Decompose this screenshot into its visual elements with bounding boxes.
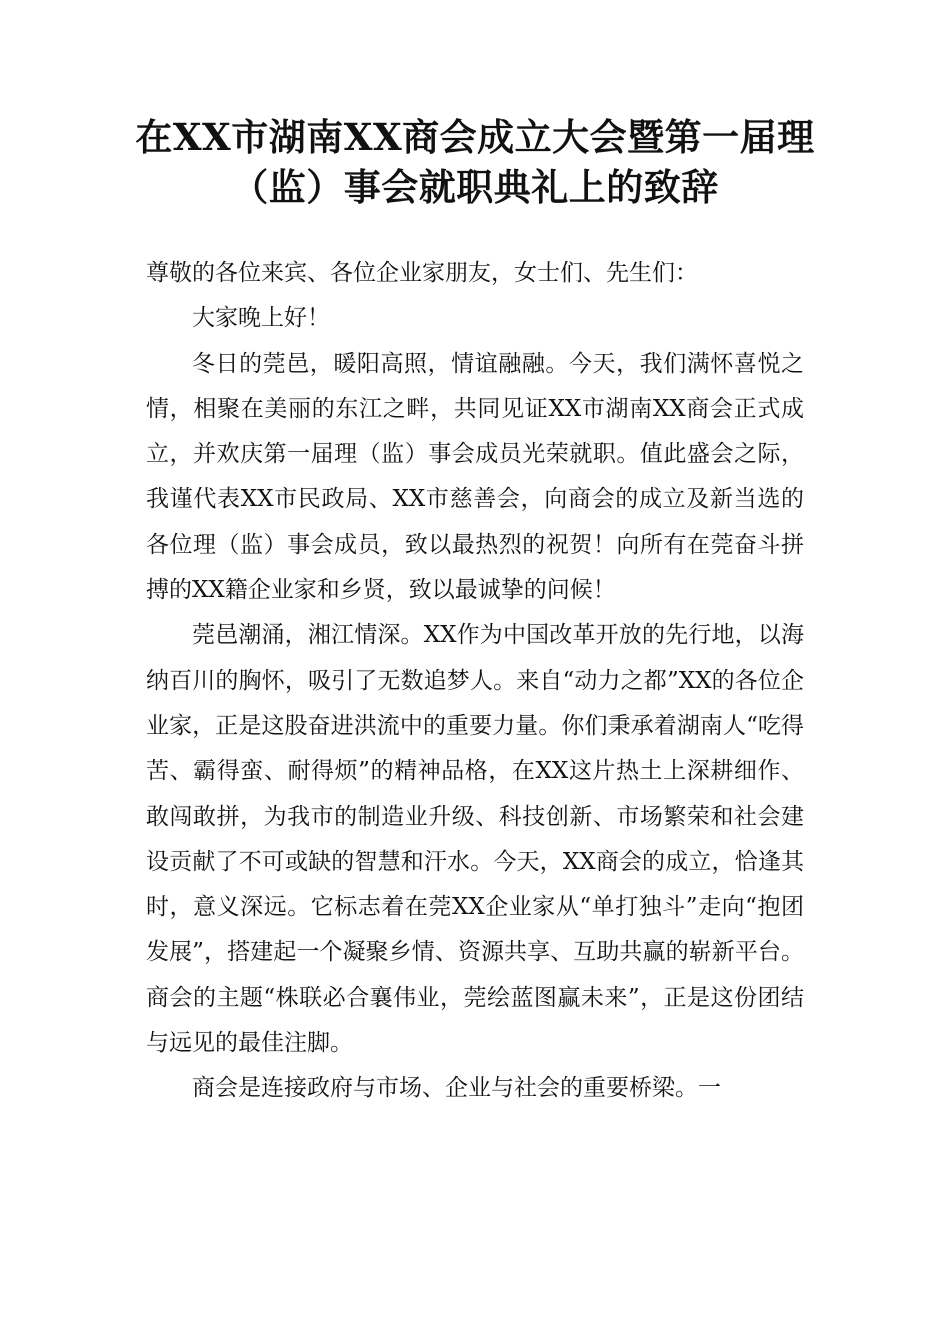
document-body bbox=[146, 251, 804, 1112]
salutation-paragraph: 尊敬的各位来宾、各位企业家朋友，女士们、先生们： bbox=[146, 260, 698, 286]
title-line-1: 在XX市湖南XX商会成立大会暨第一届理 bbox=[135, 115, 815, 159]
title-line-2: （监）事会就职典礼上的致辞 bbox=[231, 165, 719, 209]
document-title bbox=[120, 112, 830, 212]
body-paragraph: 莞邑潮涌，湘江情深。XX作为中国改革开放的先行地，以海纳百川的胸怀，吸引了无数追梦人。来自“动力之都”XX的各位企业家，正是这股奋进洪流中的重要力量。你们秉承着湖南人“吃得苦、霸得蛮、耐得烦”的精神品格，在XX这片热土上深耕细作、敢闯敢拼，为我市的制造业升级、科技创新、市场繁荣和社会建设贡献了不可或缺的智慧和汗水。今天，XX商会的成立，恰逢其时，意义深远。它标志着在莞XX企业家从“单打独斗”走向“抱团发展”，搭建起一个凝聚乡情、资源共享、互助共赢的崭新平台。商会的主题“株联必合襄伟业，莞绘蓝图赢未来”，正是这份团结与远见的最佳注脚。 bbox=[146, 622, 804, 1057]
greeting-paragraph: 大家晚上好！ bbox=[192, 305, 330, 332]
body-paragraph: 商会是连接政府与市场、企业与社会的重要桥梁。一 bbox=[192, 1075, 721, 1102]
body-paragraph: 冬日的莞邑，暖阳高照，情谊融融。今天，我们满怀喜悦之情，相聚在美丽的东江之畔，共同见证XX市湖南XX商会正式成立，并欢庆第一届理（监）事会成员光荣就职。值此盛会之际，我谨代表XX市民政局、XX市慈善会，向商会的成立及新当选的各位理（监）事会成员，致以最热烈的祝贺！向所有在莞奋斗拼搏的XX籍企业家和乡贤，致以最诚挚的问候！ bbox=[146, 350, 804, 604]
